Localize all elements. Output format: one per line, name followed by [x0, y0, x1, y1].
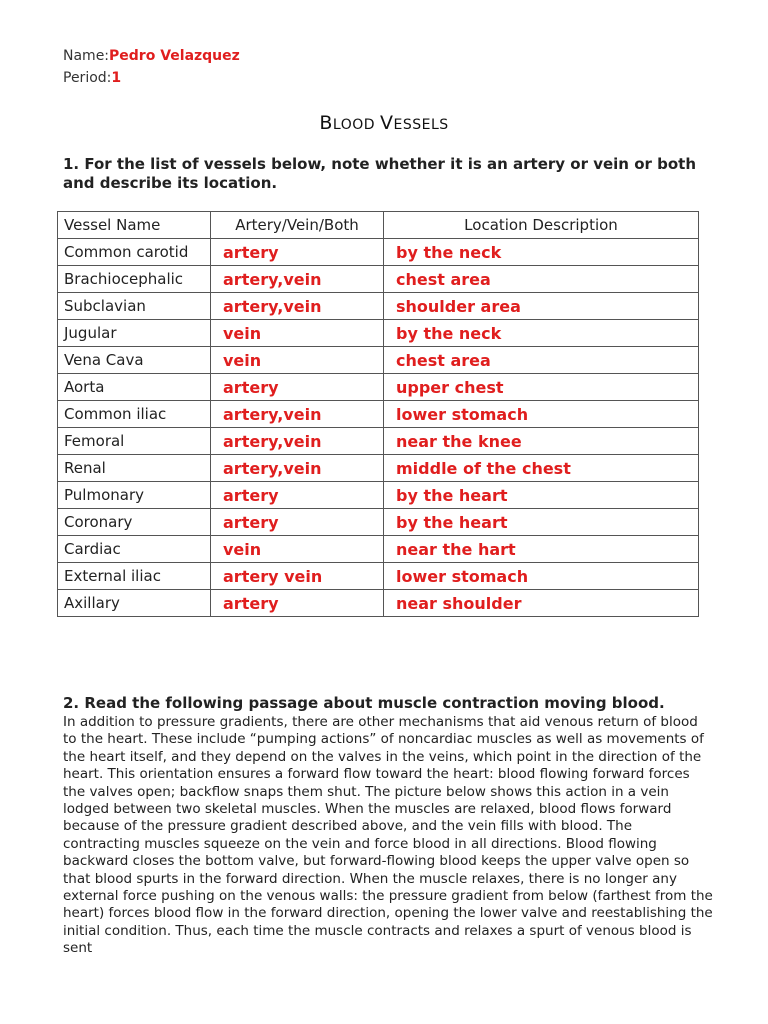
vessel-type-cell: artery,vein [211, 455, 384, 482]
vessel-type-cell: artery,vein [211, 428, 384, 455]
vessel-name-cell: Pulmonary [58, 482, 211, 509]
vessel-name-cell: Cardiac [58, 536, 211, 563]
title-first-rest: LOOD [332, 117, 380, 133]
vessel-type-cell: artery [211, 374, 384, 401]
vessel-name-cell: Aorta [58, 374, 211, 401]
header-location-description: Location Description [384, 212, 699, 239]
table-row [58, 536, 699, 563]
table-row [58, 374, 699, 401]
vessel-location-cell: middle of the chest [384, 455, 699, 482]
name-label: Name: [63, 48, 110, 64]
question-2: 2. Read the following passage about muscle contraction moving blood. [63, 694, 665, 712]
table-row [58, 347, 699, 374]
table-row [58, 590, 699, 617]
vessel-type-cell: vein [211, 320, 384, 347]
question-1: 1. For the list of vessels below, note whether it is an artery or vein or both and describe its location. [63, 155, 697, 192]
vessel-name-cell: Axillary [58, 590, 211, 617]
vessel-type-cell: artery,vein [211, 401, 384, 428]
table-row [58, 509, 699, 536]
vessel-location-cell: near the hart [384, 536, 699, 563]
vessel-location-cell: upper chest [384, 374, 699, 401]
table-header-row [58, 212, 699, 239]
period-value: 1 [111, 70, 122, 86]
vessel-name-cell: Coronary [58, 509, 211, 536]
title-second-rest: ESSELS [393, 117, 449, 133]
table-row [58, 320, 699, 347]
vessel-name-cell: Subclavian [58, 293, 211, 320]
student-name: Pedro Velazquez [109, 48, 240, 64]
title-first-cap: B [319, 112, 333, 134]
table-row [58, 293, 699, 320]
vessel-location-cell: by the heart [384, 509, 699, 536]
vessel-type-cell: vein [211, 536, 384, 563]
vessel-location-cell: near shoulder [384, 590, 699, 617]
header-vessel-name: Vessel Name [58, 212, 211, 239]
table-row [58, 266, 699, 293]
vessel-type-cell: artery [211, 509, 384, 536]
student-header [63, 45, 240, 89]
period-label: Period: [63, 70, 112, 86]
vessel-type-cell: artery [211, 482, 384, 509]
vessel-location-cell: chest area [384, 266, 699, 293]
page-title [0, 112, 768, 134]
vessel-location-cell: near the knee [384, 428, 699, 455]
vessel-name-cell: External iliac [58, 563, 211, 590]
table-body [58, 239, 699, 617]
vessel-name-cell: Jugular [58, 320, 211, 347]
vessel-location-cell: by the neck [384, 239, 699, 266]
vessel-name-cell: Renal [58, 455, 211, 482]
vessel-type-cell: artery vein [211, 563, 384, 590]
vessel-type-cell: artery,vein [211, 266, 384, 293]
title-second-cap: V [379, 112, 394, 134]
vessels-table [57, 211, 699, 617]
vessel-location-cell: lower stomach [384, 563, 699, 590]
table-row [58, 455, 699, 482]
vessel-location-cell: by the neck [384, 320, 699, 347]
period-line [63, 67, 240, 89]
table-row [58, 482, 699, 509]
table-row [58, 563, 699, 590]
vessel-location-cell: shoulder area [384, 293, 699, 320]
table-row [58, 428, 699, 455]
vessel-type-cell: artery [211, 239, 384, 266]
vessel-location-cell: by the heart [384, 482, 699, 509]
vessel-name-cell: Femoral [58, 428, 211, 455]
name-line [63, 45, 240, 67]
table-row [58, 239, 699, 266]
vessel-type-cell: artery [211, 590, 384, 617]
passage-text: In addition to pressure gradients, there are other mechanisms that aid venous return of blood to the heart. These include “pumping actions” of noncardiac muscles as well as movements of the heart itself, and they depend on the valves in the veins, which point in the direction of the heart. This orientation ensures a forward flow toward the heart: blood flowing forward forces the valves open; backflow snaps them shut. The picture below shows this action in a vein lodged between two skeletal muscles. When the muscles are relaxed, blood flows forward because of the pressure gradient described above, and the vein fills with blood. The contracting muscles squeeze on the vein and force blood in all directions. Blood flowing backward closes the bottom valve, but forward-flowing blood keeps the upper valve open so that blood spurts in the forward direction. When the muscle relaxes, there is no longer any external force pushing on the venous walls: the pressure gradient from below (farthest from the heart) forces blood flow in the forward direction, opening the lower valve and reestablishing the initial condition. Thus, each time the muscle contracts and relaxes a spurt of venous blood is sent [63, 714, 713, 957]
vessel-name-cell: Vena Cava [58, 347, 211, 374]
vessel-type-cell: vein [211, 347, 384, 374]
vessel-name-cell: Brachiocephalic [58, 266, 211, 293]
vessel-type-cell: artery,vein [211, 293, 384, 320]
vessel-name-cell: Common iliac [58, 401, 211, 428]
header-artery-vein-both: Artery/Vein/Both [211, 212, 384, 239]
vessel-location-cell: lower stomach [384, 401, 699, 428]
vessel-location-cell: chest area [384, 347, 699, 374]
vessel-name-cell: Common carotid [58, 239, 211, 266]
table-row [58, 401, 699, 428]
